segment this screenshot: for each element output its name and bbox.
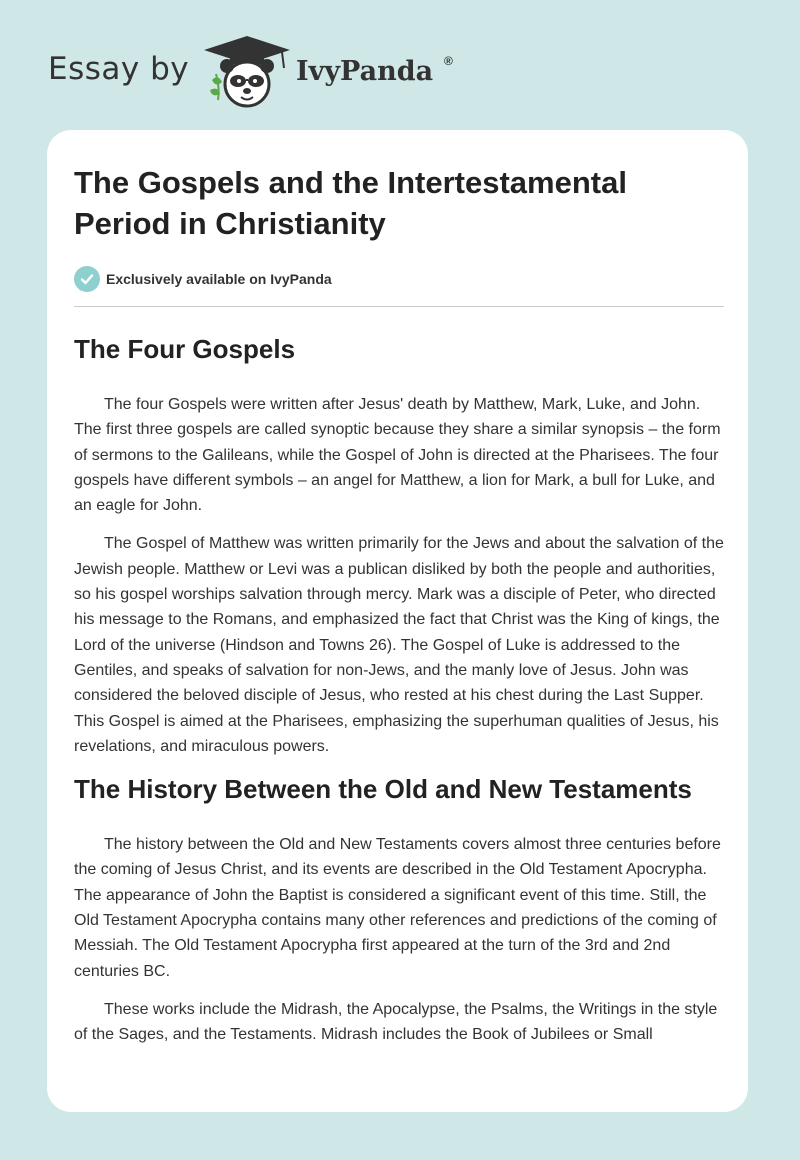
site-header bbox=[48, 34, 508, 110]
brand-prefix: Essay by bbox=[48, 51, 190, 87]
paragraph: The history between the Old and New Testaments covers almost three centuries before the coming of Jesus Christ, and its events are described in the Old Testament Apocrypha. The appearance of John the Baptist is considered a significant event of this time. Still, the Old Testament Apocrypha contains many other references and predictions of the coming of Messiah. The Old Testament Apocrypha first appeared at the turn of the 3rd and 2nd centuries BC. bbox=[74, 836, 721, 980]
paragraph: The four Gospels were written after Jesus' death by Matthew, Mark, Luke, and John. The first three gospels are called synoptic because they share a similar synopsis – the form of sermons to the Galileans, while the Gospel of John is directed at the Pharisees. The four gospels have different symbols – an angel for Matthew, a lion for Mark, a bull for Luke, and an eagle for John. bbox=[74, 396, 721, 515]
exclusive-badge bbox=[74, 265, 724, 293]
divider bbox=[74, 306, 724, 307]
paragraph: These works include the Midrash, the Apocalypse, the Psalms, the Writings in the style of the Sages, and the Testaments. Midrash includes the Book of Jubilees or Small bbox=[74, 1000, 718, 1044]
panda-graduate-icon[interactable] bbox=[202, 34, 292, 110]
essay-content bbox=[74, 162, 724, 1048]
essay-title: The Gospels and the Intertestamental Period in Christianity bbox=[74, 165, 627, 241]
brand-name[interactable]: IvyPanda bbox=[296, 56, 434, 87]
registered-mark: ® bbox=[444, 54, 453, 68]
section-heading: The History Between the Old and New Testaments bbox=[74, 774, 692, 805]
check-circle-icon bbox=[74, 266, 100, 292]
essay-card bbox=[47, 130, 748, 1112]
paragraph: The Gospel of Matthew was written primarily for the Jews and about the salvation of the Jewish people. Matthew or Levi was a publican disliked by both the people and authorities, so his gospel worships salvation through mercy. Mark was a disciple of Peter, who directed his message to the Romans, and emphasized the fact that Christ was the King of kings, the Lord of the universe (Hindson and Towns 26). The Gospel of Luke is addressed to the Gentiles, and speaks of salvation for non-Jews, and the manly love of Jesus. John was considered the beloved disciple of Jesus, who rested at his chest during the Last Supper. This Gospel is aimed at the Pharisees, emphasizing the superhuman qualities of Jesus, his revelations, and miraculous powers. bbox=[74, 535, 724, 755]
badge-text: Exclusively available on IvyPanda bbox=[106, 271, 332, 287]
section-heading: The Four Gospels bbox=[74, 334, 296, 364]
